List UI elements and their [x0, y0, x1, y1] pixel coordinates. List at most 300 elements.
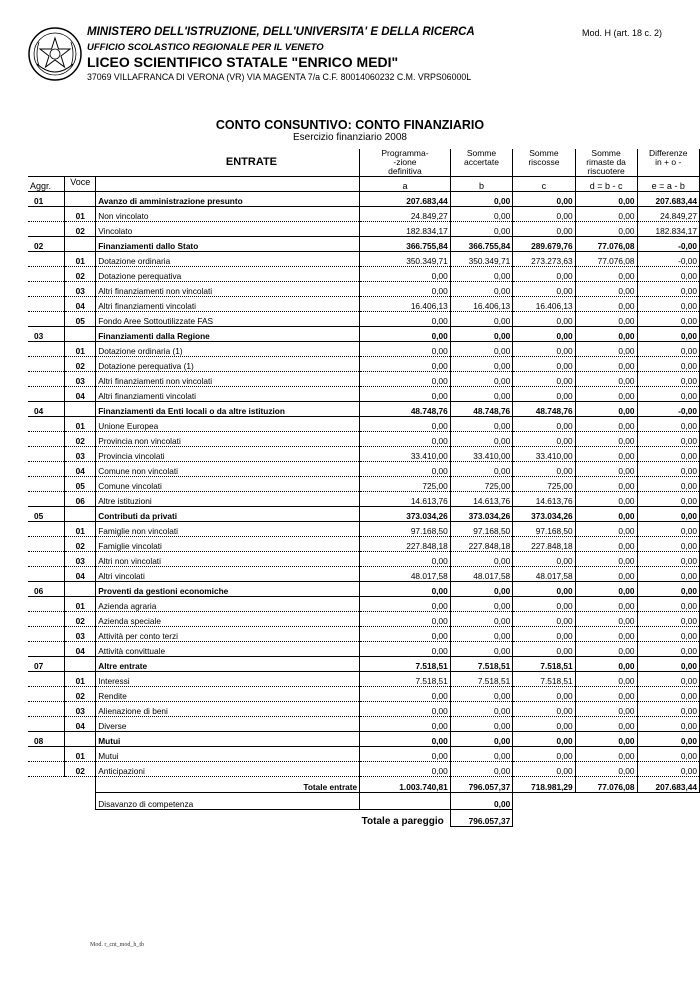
value-c: 373.034,26	[513, 507, 575, 522]
value-c: 48.017,58	[513, 567, 575, 582]
value-b: 0,00	[450, 357, 512, 372]
voce-row	[28, 477, 700, 492]
row-description: Altri finanziamenti vincolati	[96, 387, 360, 402]
value-b: 227.848,18	[450, 537, 512, 552]
value-e: 0,00	[637, 477, 700, 492]
value-d: 0,00	[575, 507, 637, 522]
value-b: 0,00	[450, 222, 512, 237]
value-a: 373.034,26	[360, 507, 451, 522]
value-c: 0,00	[513, 717, 575, 732]
voce-row	[28, 387, 700, 402]
value-b: 0,00	[450, 372, 512, 387]
value-b: 97.168,50	[450, 522, 512, 537]
row-description: Unione Europea	[96, 417, 360, 432]
total-e: 207.683,44	[637, 777, 700, 793]
row-description: Finanziamenti dallo Stato	[96, 237, 360, 252]
value-b: 0,00	[450, 612, 512, 627]
total-a: 1.003.740,81	[360, 777, 451, 793]
voce-row	[28, 567, 700, 582]
value-d: 0,00	[575, 432, 637, 447]
value-b: 0,00	[450, 582, 512, 597]
value-c: 0,00	[513, 282, 575, 297]
voce-row	[28, 447, 700, 462]
aggr-code: 01	[28, 192, 65, 207]
value-d: 0,00	[575, 192, 637, 207]
value-a: 0,00	[360, 582, 451, 597]
value-a: 0,00	[360, 702, 451, 717]
voce-row	[28, 747, 700, 762]
value-c: 0,00	[513, 357, 575, 372]
value-e: 0,00	[637, 267, 700, 282]
row-description: Mutui	[96, 747, 360, 762]
value-c: 0,00	[513, 597, 575, 612]
value-b: 350.349,71	[450, 252, 512, 267]
value-c: 0,00	[513, 222, 575, 237]
value-d: 0,00	[575, 522, 637, 537]
value-e: 0,00	[637, 447, 700, 462]
voce-code: 04	[65, 297, 96, 312]
aggr-code	[28, 522, 65, 537]
value-b: 0,00	[450, 717, 512, 732]
col-header-c: Somme riscosse	[513, 149, 575, 177]
voce-code: 01	[65, 522, 96, 537]
voce-code: 04	[65, 642, 96, 657]
value-d: 0,00	[575, 357, 637, 372]
value-c: 48.748,76	[513, 402, 575, 417]
voce-code: 05	[65, 477, 96, 492]
row-description: Dotazione ordinaria	[96, 252, 360, 267]
voce-row	[28, 252, 700, 267]
value-b: 0,00	[450, 327, 512, 342]
value-e: 0,00	[637, 432, 700, 447]
value-a: 14.613,76	[360, 492, 451, 507]
voce-row	[28, 462, 700, 477]
voce-row	[28, 297, 700, 312]
value-d: 0,00	[575, 267, 637, 282]
value-d: 0,00	[575, 702, 637, 717]
value-b: 0,00	[450, 342, 512, 357]
value-c: 97.168,50	[513, 522, 575, 537]
row-description: Dotazione perequativa	[96, 267, 360, 282]
voce-code	[65, 192, 96, 207]
voce-row	[28, 627, 700, 642]
row-description: Anticipazioni	[96, 762, 360, 777]
value-b: 0,00	[450, 762, 512, 777]
row-description: Comune non vincolati	[96, 462, 360, 477]
aggr-code: 03	[28, 327, 65, 342]
value-b: 0,00	[450, 462, 512, 477]
voce-row	[28, 267, 700, 282]
voce-code: 03	[65, 552, 96, 567]
value-a: 0,00	[360, 612, 451, 627]
voce-code: 03	[65, 447, 96, 462]
value-a: 48.748,76	[360, 402, 451, 417]
column-letters-row	[28, 177, 700, 192]
fiscal-year: Esercizio finanziario 2008	[293, 132, 407, 143]
voce-code: 01	[65, 207, 96, 222]
row-description: Fondo Aree Sottoutilizzate FAS	[96, 312, 360, 327]
aggr-code	[28, 747, 65, 762]
aggr-code	[28, 702, 65, 717]
voce-code	[65, 237, 96, 252]
row-description: Altre istituzioni	[96, 492, 360, 507]
value-c: 0,00	[513, 687, 575, 702]
value-e: 0,00	[637, 462, 700, 477]
value-b: 0,00	[450, 552, 512, 567]
aggr-code: 04	[28, 402, 65, 417]
row-description: Provincia non vincolati	[96, 432, 360, 447]
voce-row	[28, 552, 700, 567]
letter-b: b	[450, 177, 512, 192]
row-description: Dotazione perequativa (1)	[96, 357, 360, 372]
value-c: 0,00	[513, 372, 575, 387]
value-e: 0,00	[637, 507, 700, 522]
value-a: 0,00	[360, 747, 451, 762]
aggr-code	[28, 672, 65, 687]
value-e: 24.849,27	[637, 207, 700, 222]
value-a: 0,00	[360, 387, 451, 402]
value-a: 0,00	[360, 597, 451, 612]
value-e: 0,00	[637, 642, 700, 657]
col-header-e: Differenze in + o -	[637, 149, 700, 177]
value-b: 33.410,00	[450, 447, 512, 462]
value-e: 0,00	[637, 312, 700, 327]
value-a: 725,00	[360, 477, 451, 492]
letter-a: a	[360, 177, 451, 192]
voce-code	[65, 657, 96, 672]
value-d: 0,00	[575, 282, 637, 297]
value-b: 0,00	[450, 642, 512, 657]
value-d: 0,00	[575, 627, 637, 642]
value-d: 0,00	[575, 597, 637, 612]
voce-code: 02	[65, 432, 96, 447]
row-description: Altri finanziamenti non vincolati	[96, 372, 360, 387]
voce-code: 02	[65, 267, 96, 282]
voce-row	[28, 522, 700, 537]
row-description: Diverse	[96, 717, 360, 732]
voce-row	[28, 537, 700, 552]
value-a: 0,00	[360, 372, 451, 387]
aggr-code	[28, 372, 65, 387]
value-a: 0,00	[360, 327, 451, 342]
value-e: 0,00	[637, 327, 700, 342]
voce-row	[28, 597, 700, 612]
value-c: 0,00	[513, 582, 575, 597]
row-description: Altri finanziamenti non vincolati	[96, 282, 360, 297]
row-description: Altri vincolati	[96, 567, 360, 582]
aggr-code: 05	[28, 507, 65, 522]
value-b: 0,00	[450, 732, 512, 747]
value-a: 7.518,51	[360, 657, 451, 672]
voce-code: 02	[65, 612, 96, 627]
value-e: -0,00	[637, 252, 700, 267]
disavanzo-value: 0,00	[450, 793, 512, 810]
voce-code: 01	[65, 342, 96, 357]
value-b: 0,00	[450, 597, 512, 612]
voce-code	[65, 732, 96, 747]
value-c: 0,00	[513, 552, 575, 567]
value-d: 0,00	[575, 657, 637, 672]
voce-code: 01	[65, 672, 96, 687]
col-header-d: Somme rimaste da riscuotere	[575, 149, 637, 177]
value-c: 725,00	[513, 477, 575, 492]
school-address: 37069 VILLAFRANCA DI VERONA (VR) VIA MAGENTA 7/a C.F. 80014060232 C.M. VRPS06000L	[87, 72, 472, 82]
value-b: 0,00	[450, 207, 512, 222]
ministry-name: MINISTERO DELL'ISTRUZIONE, DELL'UNIVERSITA' E DELLA RICERCA	[87, 26, 475, 38]
value-e: 0,00	[637, 522, 700, 537]
value-c: 0,00	[513, 192, 575, 207]
aggr-code	[28, 627, 65, 642]
value-a: 366.755,84	[360, 237, 451, 252]
row-description: Contributi da privati	[96, 507, 360, 522]
footer-code: Mod. r_cnt_mod_h_tb	[90, 942, 144, 948]
voce-code: 04	[65, 567, 96, 582]
value-c: 0,00	[513, 312, 575, 327]
row-description: Vincolato	[96, 222, 360, 237]
value-e: 0,00	[637, 582, 700, 597]
value-a: 24.849,27	[360, 207, 451, 222]
table-header-row	[28, 149, 700, 177]
value-d: 0,00	[575, 552, 637, 567]
value-e: 0,00	[637, 297, 700, 312]
value-d: 0,00	[575, 402, 637, 417]
aggregate-row	[28, 732, 700, 747]
section-label: ENTRATE	[225, 156, 278, 168]
regional-office: UFFICIO SCOLASTICO REGIONALE PER IL VENETO	[87, 42, 324, 53]
value-e: 0,00	[637, 417, 700, 432]
value-e: 182.834,17	[637, 222, 700, 237]
letter-e: e = a - b	[637, 177, 700, 192]
row-description: Finanziamenti dalla Regione	[96, 327, 360, 342]
aggr-code	[28, 552, 65, 567]
aggregate-row	[28, 192, 700, 207]
voce-row	[28, 687, 700, 702]
voce-header: Voce	[65, 177, 96, 192]
totale-entrate-row	[28, 777, 700, 793]
voce-code: 03	[65, 702, 96, 717]
aggr-code	[28, 417, 65, 432]
value-d: 0,00	[575, 312, 637, 327]
value-c: 0,00	[513, 462, 575, 477]
aggr-code	[28, 762, 65, 777]
value-d: 0,00	[575, 462, 637, 477]
voce-code: 04	[65, 387, 96, 402]
value-b: 0,00	[450, 387, 512, 402]
disavanzo-label: Disavanzo di competenza	[96, 793, 360, 810]
value-a: 182.834,17	[360, 222, 451, 237]
value-a: 0,00	[360, 627, 451, 642]
value-b: 0,00	[450, 627, 512, 642]
voce-row	[28, 342, 700, 357]
voce-code: 02	[65, 357, 96, 372]
letter-d: d = b - c	[575, 177, 637, 192]
page-title: CONTO CONSUNTIVO: CONTO FINANZIARIO	[215, 118, 485, 132]
voce-code	[65, 327, 96, 342]
aggr-code: 07	[28, 657, 65, 672]
model-reference: Mod. H (art. 18 c. 2)	[581, 28, 662, 38]
value-c: 0,00	[513, 732, 575, 747]
value-a: 0,00	[360, 552, 451, 567]
row-description: Rendite	[96, 687, 360, 702]
value-d: 0,00	[575, 372, 637, 387]
value-a: 0,00	[360, 342, 451, 357]
aggr-code	[28, 612, 65, 627]
pareggio-row	[28, 810, 700, 827]
voce-row	[28, 432, 700, 447]
value-d: 0,00	[575, 327, 637, 342]
value-d: 0,00	[575, 732, 637, 747]
value-d: 0,00	[575, 567, 637, 582]
value-c: 273.273,63	[513, 252, 575, 267]
aggr-code	[28, 357, 65, 372]
total-b: 796.057,37	[450, 777, 512, 793]
value-e: -0,00	[637, 237, 700, 252]
value-e: 0,00	[637, 612, 700, 627]
value-c: 0,00	[513, 762, 575, 777]
value-b: 0,00	[450, 267, 512, 282]
value-e: 0,00	[637, 657, 700, 672]
aggr-code	[28, 597, 65, 612]
voce-code: 03	[65, 372, 96, 387]
row-description: Avanzo di amministrazione presunto	[96, 192, 360, 207]
voce-code: 06	[65, 492, 96, 507]
aggr-code: 06	[28, 582, 65, 597]
pareggio-label: Totale a pareggio	[361, 815, 444, 827]
value-c: 7.518,51	[513, 672, 575, 687]
value-c: 0,00	[513, 327, 575, 342]
value-e: 0,00	[637, 342, 700, 357]
voce-code: 01	[65, 597, 96, 612]
aggr-code	[28, 537, 65, 552]
value-d: 0,00	[575, 762, 637, 777]
row-description: Interessi	[96, 672, 360, 687]
value-a: 0,00	[360, 282, 451, 297]
value-e: 0,00	[637, 282, 700, 297]
value-d: 0,00	[575, 222, 637, 237]
aggr-code: 02	[28, 237, 65, 252]
value-e: 0,00	[637, 492, 700, 507]
value-a: 0,00	[360, 687, 451, 702]
voce-row	[28, 492, 700, 507]
row-description: Dotazione ordinaria (1)	[96, 342, 360, 357]
value-b: 725,00	[450, 477, 512, 492]
value-c: 0,00	[513, 417, 575, 432]
col-header-b: Somme accertate	[450, 149, 512, 177]
aggr-code	[28, 297, 65, 312]
value-a: 0,00	[360, 312, 451, 327]
value-a: 0,00	[360, 717, 451, 732]
disavanzo-row	[28, 793, 700, 810]
voce-code	[65, 582, 96, 597]
voce-code: 02	[65, 687, 96, 702]
value-e: 0,00	[637, 702, 700, 717]
voce-code: 03	[65, 282, 96, 297]
row-description: Altre entrate	[96, 657, 360, 672]
voce-row	[28, 282, 700, 297]
value-a: 7.518,51	[360, 672, 451, 687]
aggregate-row	[28, 582, 700, 597]
value-a: 0,00	[360, 357, 451, 372]
voce-row	[28, 612, 700, 627]
value-a: 0,00	[360, 732, 451, 747]
aggr-header: Aggr.	[28, 177, 65, 192]
value-c: 0,00	[513, 207, 575, 222]
value-b: 0,00	[450, 282, 512, 297]
republic-emblem-icon	[27, 26, 83, 82]
value-c: 289.679,76	[513, 237, 575, 252]
value-d: 0,00	[575, 687, 637, 702]
aggr-code	[28, 282, 65, 297]
value-b: 7.518,51	[450, 672, 512, 687]
value-e: 0,00	[637, 747, 700, 762]
value-d: 0,00	[575, 582, 637, 597]
voce-row	[28, 642, 700, 657]
aggr-code: 08	[28, 732, 65, 747]
value-c: 33.410,00	[513, 447, 575, 462]
aggregate-row	[28, 657, 700, 672]
voce-code: 01	[65, 747, 96, 762]
value-c: 0,00	[513, 747, 575, 762]
row-description: Famiglie non vincolati	[96, 522, 360, 537]
voce-code: 01	[65, 417, 96, 432]
value-a: 0,00	[360, 432, 451, 447]
value-a: 48.017,58	[360, 567, 451, 582]
voce-row	[28, 762, 700, 777]
value-a: 97.168,50	[360, 522, 451, 537]
voce-row	[28, 417, 700, 432]
value-b: 0,00	[450, 312, 512, 327]
aggr-code	[28, 207, 65, 222]
value-c: 0,00	[513, 627, 575, 642]
voce-row	[28, 372, 700, 387]
voce-row	[28, 702, 700, 717]
value-b: 0,00	[450, 702, 512, 717]
aggr-code	[28, 687, 65, 702]
value-e: 0,00	[637, 627, 700, 642]
value-e: 207.683,44	[637, 192, 700, 207]
row-description: Altri non vincolati	[96, 552, 360, 567]
total-d: 77.076,08	[575, 777, 637, 793]
value-d: 77.076,08	[575, 237, 637, 252]
aggregate-row	[28, 402, 700, 417]
value-e: 0,00	[637, 597, 700, 612]
voce-row	[28, 312, 700, 327]
value-e: 0,00	[637, 372, 700, 387]
aggr-code	[28, 462, 65, 477]
row-description: Finanziamenti da Enti locali o da altre istituzion	[96, 402, 360, 417]
entrate-table	[28, 149, 700, 827]
value-e: -0,00	[637, 402, 700, 417]
aggr-code	[28, 342, 65, 357]
voce-code: 04	[65, 717, 96, 732]
value-c: 0,00	[513, 432, 575, 447]
aggr-code	[28, 492, 65, 507]
value-d: 77.076,08	[575, 252, 637, 267]
value-c: 0,00	[513, 702, 575, 717]
value-b: 366.755,84	[450, 237, 512, 252]
voce-code: 04	[65, 462, 96, 477]
row-description: Attività per conto terzi	[96, 627, 360, 642]
voce-row	[28, 717, 700, 732]
value-d: 0,00	[575, 417, 637, 432]
row-description: Azienda speciale	[96, 612, 360, 627]
aggr-code	[28, 312, 65, 327]
row-description: Proventi da gestioni economiche	[96, 582, 360, 597]
school-name: LICEO SCIENTIFICO STATALE "ENRICO MEDI"	[87, 54, 399, 70]
value-b: 48.748,76	[450, 402, 512, 417]
value-d: 0,00	[575, 717, 637, 732]
row-description: Provincia vincolati	[96, 447, 360, 462]
